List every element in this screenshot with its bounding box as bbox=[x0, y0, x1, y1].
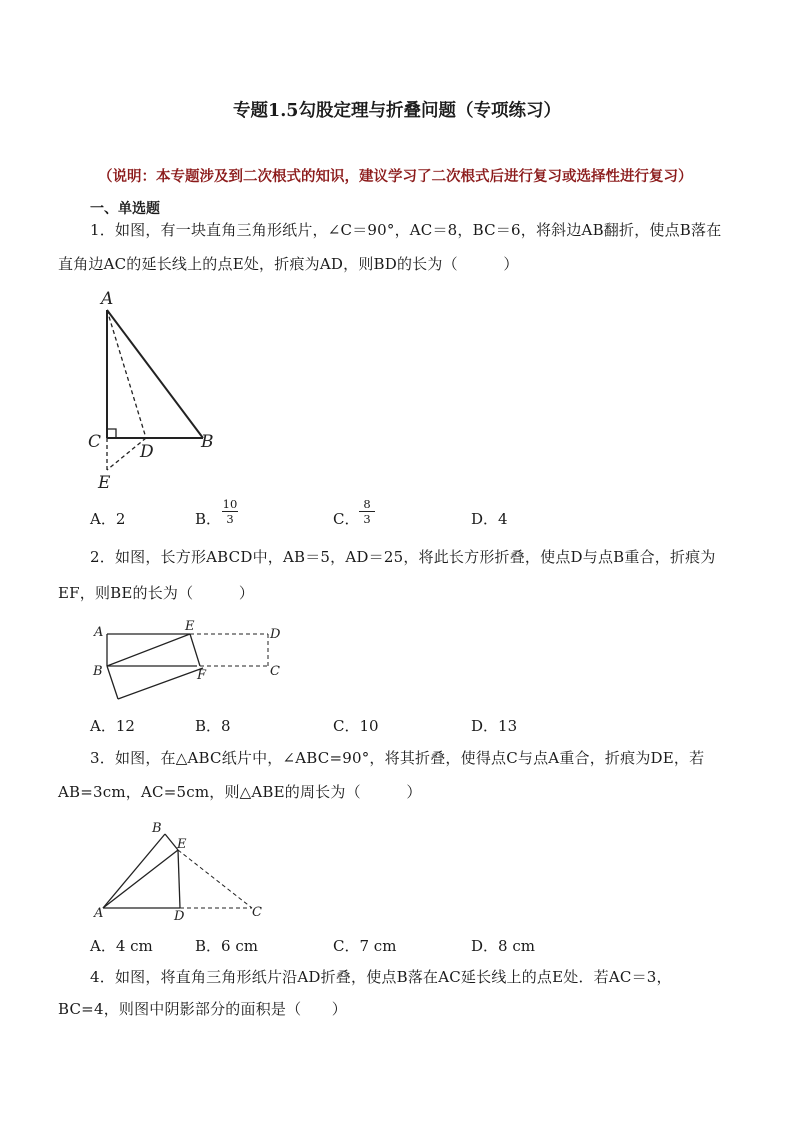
fig2-label-a: A bbox=[94, 625, 104, 640]
q2-option-d: D．13 bbox=[471, 717, 518, 735]
question-4-line-2: BC=4，则图中阴影部分的面积是（ ） bbox=[58, 1000, 347, 1018]
fig3-label-b: B bbox=[152, 821, 162, 836]
fig1-label-b: B bbox=[201, 432, 214, 452]
fig3-dashed-ec bbox=[178, 850, 252, 908]
q3-option-c: C．7 cm bbox=[333, 937, 397, 955]
q1-option-b-label: B． bbox=[195, 510, 222, 528]
q2-option-a: A．12 bbox=[90, 717, 135, 735]
fig2-label-b: B bbox=[93, 664, 103, 679]
fig3-label-d: D bbox=[174, 909, 185, 924]
fig2-label-d: D bbox=[270, 627, 281, 642]
question-3-line-1: 3．如图，在△ABC纸片中，∠ABC=90°，将其折叠，使得点C与点A重合，折痕为DE，若 bbox=[90, 749, 705, 767]
q1-option-c-denominator: 3 bbox=[363, 512, 371, 526]
q1-option-b-denominator: 3 bbox=[226, 512, 234, 526]
q3-option-a: A．4 cm bbox=[90, 937, 153, 955]
fig3-label-e: E bbox=[177, 837, 187, 852]
fig1-label-c: C bbox=[88, 432, 102, 452]
fig3-fold-ed bbox=[178, 850, 180, 908]
q1-option-c-label: C． bbox=[333, 510, 360, 528]
question-2-line-1: 2．如图，长方形ABCD中，AB＝5，AD＝25，将此长方形折叠，使点D与点B重合，折痕为 bbox=[90, 548, 716, 566]
section-heading: 一、单选题 bbox=[90, 201, 160, 217]
q2-option-b: B．8 bbox=[195, 717, 231, 735]
question-1-line-1: 1．如图，有一块直角三角形纸片，∠C＝90°，AC＝8，BC＝6，将斜边AB翻折，使点B落在 bbox=[90, 221, 722, 239]
q1-option-d: D．4 bbox=[471, 510, 508, 528]
question-1-line-2: 直角边AC的延长线上的点E处，折痕为AD，则BD的长为（ ） bbox=[58, 255, 519, 273]
question-2-line-2: EF，则BE的长为（ ） bbox=[58, 584, 255, 602]
page-title: 专题1.5勾股定理与折叠问题（专项练习） bbox=[233, 101, 561, 121]
fig2-label-f: F bbox=[197, 668, 207, 683]
note-text: （说明：本专题涉及到二次根式的知识，建议学习了二次根式后进行复习或选择性进行复习） bbox=[98, 168, 693, 185]
q3-option-d: D．8 cm bbox=[471, 937, 535, 955]
question-4-line-1: 4．如图，将直角三角形纸片沿AD折叠，使点B落在AC延长线上的点E处．若AC＝3， bbox=[90, 968, 672, 986]
q3-option-b: B．6 cm bbox=[195, 937, 258, 955]
fig1-label-d: D bbox=[140, 442, 154, 462]
fig3-label-c: C bbox=[252, 905, 262, 920]
q2-option-c: C．10 bbox=[333, 717, 379, 735]
fig1-label-a: A bbox=[101, 289, 114, 309]
q1-option-c-numerator: 8 bbox=[359, 497, 375, 512]
fig3-label-a: A bbox=[94, 906, 104, 921]
fig1-label-e: E bbox=[98, 473, 111, 493]
q1-option-a: A．2 bbox=[90, 510, 126, 528]
fig3-segment-ae bbox=[103, 850, 178, 908]
fig2-label-e: E bbox=[185, 619, 195, 634]
question-3-line-2: AB=3cm，AC=5cm，则△ABE的周长为（ ） bbox=[58, 783, 422, 801]
q1-option-b-numerator: 10 bbox=[222, 497, 238, 511]
fig2-label-c: C bbox=[270, 664, 280, 679]
fig3-side-ab bbox=[103, 834, 165, 908]
